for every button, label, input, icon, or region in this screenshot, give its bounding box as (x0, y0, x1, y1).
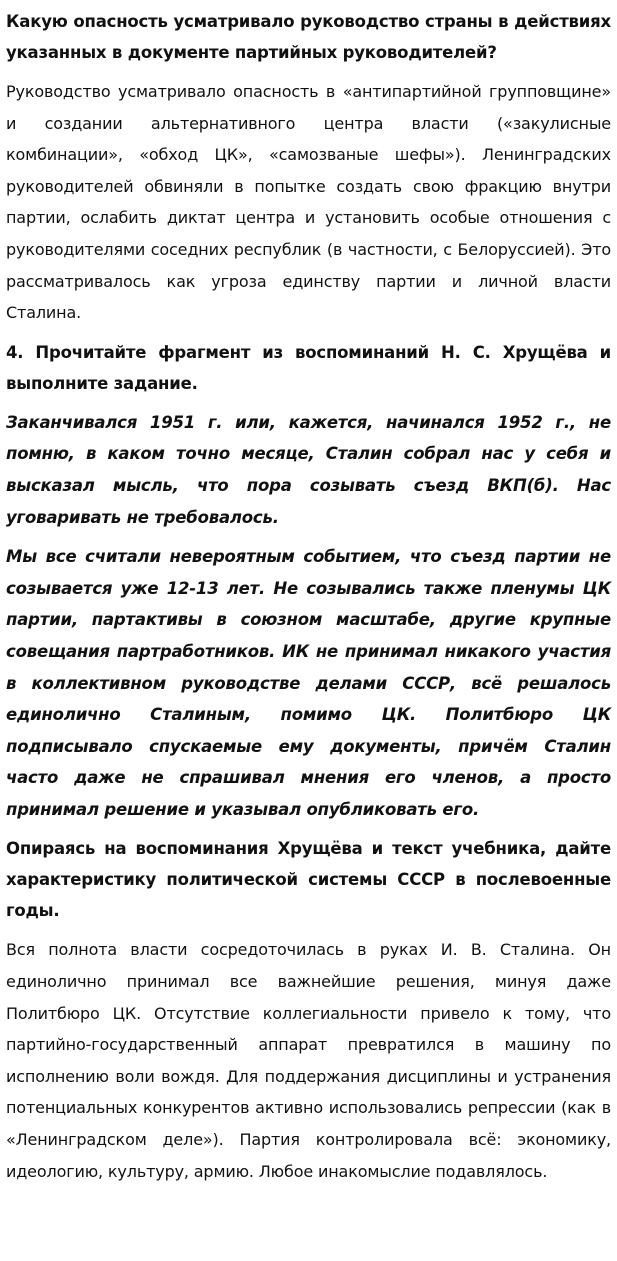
answer-paragraph-1: Руководство усматривало опасность в «антипартийной групповщине» и создании альтернативного центра власти («закулисные комбинации», «обход ЦК», «самозваные шефы»). Ленинградских руководителей обвиняли в попытке создать свою фракцию внутри партии, ослабить диктат центра и установить особые отношения с руководителями соседних республик (в частности, с Белоруссией). Это рассматривалось как угроза единству партии и личной власти Сталина. (6, 82, 611, 323)
quote-paragraph-1: Заканчивался 1951 г. или, кажется, начинался 1952 г., не помню, в каком точно месяце, Сталин собрал нас у себя и высказал мысль, что пора созывать съезд ВКП(б). Нас уговаривать не требовалось. (6, 412, 611, 527)
task-4-heading: 4. Прочитайте фрагмент из воспоминаний Н. С. Хрущёва и выполните задание. (6, 342, 611, 393)
answer-paragraph-2: Вся полнота власти сосредоточилась в руках И. В. Сталина. Он единолично принимал все важнейшие решения, минуя даже Политбюро ЦК. Отсутствие коллегиальности привело к тому, что партийно-государственный аппарат превратился в машину по исполнению воли вождя. Для поддержания дисциплины и устранения потенциальных конкурентов активно использовались репрессии (как в «Ленинградском деле»). Партия контролировала всё: экономику, идеологию, культуру, армию. Любое инакомыслие подавлялось. (6, 940, 611, 1181)
question-heading-2: Опираясь на воспоминания Хрущёва и текст учебника, дайте характеристику политической системы СССР в послевоенные годы. (6, 839, 611, 921)
question-heading-1: Какую опасность усматривало руководство страны в действиях указанных в документе партийных руководителей? (6, 12, 611, 62)
quote-paragraph-2: Мы все считали невероятным событием, что съезд партии не созывается уже 12-13 лет. Не созывались также пленумы ЦК партии, партактивы в союзном масштабе, другие крупные совещания партработников. ИК не принимал никакого участия в коллективном руководстве делами СССР, всё решалось единолично Сталиным, помимо ЦК. Политбюро ЦК подписывало спускаемые ему документы, причём Сталин часто даже не спрашивал мнения его членов, а просто принимал решение и указывал опубликовать его. (6, 547, 611, 819)
